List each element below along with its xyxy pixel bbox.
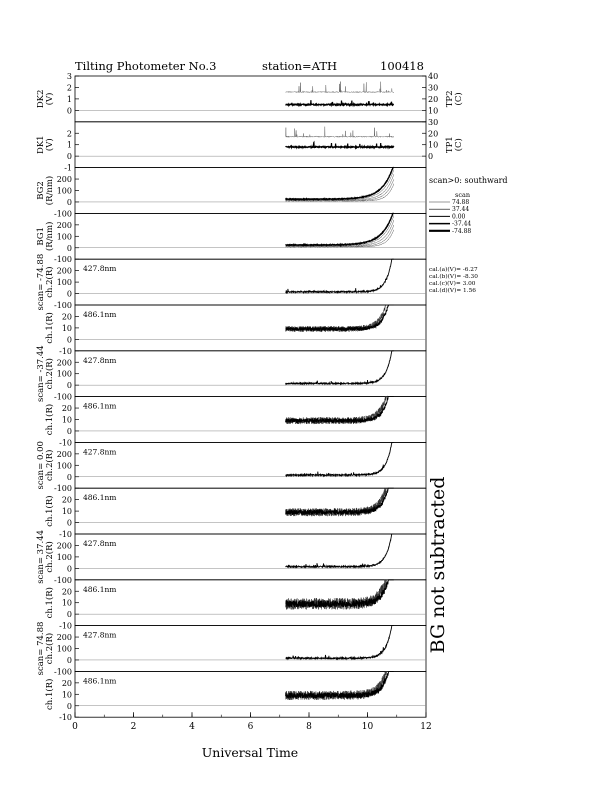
legend-entry: 37.44 xyxy=(452,206,470,214)
panel-frame xyxy=(75,351,426,397)
legend-entry: 0.00 xyxy=(452,213,466,221)
station-label: station=ATH xyxy=(262,59,338,73)
y-axis-label-secondary: (V) xyxy=(45,92,55,106)
panel-dk2 xyxy=(36,72,464,122)
y-axis-label-secondary: ch.2(R) xyxy=(45,449,55,481)
x-tick-label: 10 xyxy=(361,722,374,733)
y-tick-label: 200 xyxy=(56,220,72,230)
y-tick-label: 100 xyxy=(56,461,72,471)
panel-frame xyxy=(75,442,426,488)
y-axis-label-primary: scan= -37.44 xyxy=(36,345,46,403)
y-tick-label: 2 xyxy=(66,129,72,139)
y-tick-label: 1 xyxy=(66,94,72,104)
y-tick-label: 0 xyxy=(66,518,72,528)
dark-current-trace xyxy=(286,142,394,147)
calibration-block xyxy=(429,266,478,294)
date-label: 100418 xyxy=(380,59,424,73)
panel-s3c2 xyxy=(36,441,426,493)
y-tick-label: 1 xyxy=(66,140,72,150)
y-tick-label: 100 xyxy=(56,369,72,379)
right-axis-label-primary: TP2 xyxy=(445,90,455,108)
panel-s2c1 xyxy=(44,397,426,448)
y-axis-label-primary: DK1 xyxy=(36,135,46,154)
y-tick-label: -100 xyxy=(54,255,72,265)
panel-s5c1 xyxy=(44,671,426,722)
y-axis-label-secondary: ch.2(R) xyxy=(45,266,55,298)
right-tick-label: 10 xyxy=(428,106,439,116)
y-axis-label-secondary: (R/nm) xyxy=(45,175,55,206)
y-tick-label: 10 xyxy=(61,415,72,425)
ch2-trace xyxy=(286,442,394,475)
wavelength-label: 427.8nm xyxy=(83,447,117,457)
panel-frame xyxy=(75,168,426,214)
temperature-trace xyxy=(286,82,394,93)
y-tick-label: 100 xyxy=(56,232,72,242)
legend-entry: -37.44 xyxy=(452,220,472,228)
right-tick-label: 10 xyxy=(428,140,439,150)
y-axis-label-primary: scan= 0.00 xyxy=(36,441,46,490)
wavelength-label: 486.1nm xyxy=(83,401,117,411)
y-axis-label-secondary: ch.2(R) xyxy=(45,541,55,573)
y-tick-label: 200 xyxy=(56,541,72,551)
y-tick-label: 0 xyxy=(66,289,72,299)
y-axis-label-secondary: (R/nm) xyxy=(45,221,55,252)
ch2-trace xyxy=(286,351,394,384)
right-tick-label: 30 xyxy=(428,117,439,127)
panel-bg2 xyxy=(36,168,426,219)
panel-frame xyxy=(75,259,426,305)
x-tick-label: 0 xyxy=(72,722,78,733)
calibration-entry: cal.(a)(V)= -6.27 xyxy=(429,267,478,273)
y-tick-label: 3 xyxy=(66,72,72,81)
panel-frame xyxy=(75,534,426,580)
y-tick-label: 0 xyxy=(66,106,72,116)
right-tick-label: 30 xyxy=(428,83,439,93)
legend-title: scan xyxy=(455,191,471,199)
wavelength-label: 486.1nm xyxy=(83,676,117,686)
wavelength-label: 486.1nm xyxy=(83,310,117,319)
background-trace xyxy=(286,215,394,245)
right-tick-label: 0 xyxy=(428,152,434,162)
y-axis-label-primary: BG2 xyxy=(36,181,46,200)
right-tick-label: 40 xyxy=(428,72,439,81)
ch2-trace xyxy=(286,534,394,567)
background-trace xyxy=(286,220,394,246)
y-tick-label: -100 xyxy=(54,484,72,494)
legend-entry: 74.88 xyxy=(452,199,470,206)
y-axis-label-secondary: ch.1(R) xyxy=(45,312,55,344)
x-axis-label: Universal Time xyxy=(201,745,299,760)
right-axis-label-secondary: (C) xyxy=(454,138,464,152)
y-tick-label: -10 xyxy=(59,346,72,356)
y-tick-label: 20 xyxy=(61,678,72,688)
y-tick-label: 100 xyxy=(56,186,72,196)
panel-s3c1 xyxy=(44,488,426,539)
wavelength-label: 427.8nm xyxy=(83,539,117,548)
x-axis xyxy=(72,712,432,732)
y-tick-label: 10 xyxy=(61,323,72,333)
y-tick-label: 0 xyxy=(66,564,72,574)
y-tick-label: 0 xyxy=(66,243,72,253)
panel-dk1 xyxy=(36,118,464,173)
wavelength-label: 427.8nm xyxy=(83,355,117,365)
y-axis-label-primary: DK2 xyxy=(36,89,46,109)
y-tick-label: 0 xyxy=(66,335,72,345)
wavelength-label: 427.8nm xyxy=(83,264,117,274)
y-axis-label-secondary: ch.1(R) xyxy=(45,678,55,710)
wavelength-label: 486.1nm xyxy=(83,493,117,503)
y-tick-label: 0 xyxy=(66,701,72,711)
y-axis-label-primary: BG1 xyxy=(36,226,46,246)
y-axis-label-primary: scan= 37.44 xyxy=(36,529,46,584)
background-trace xyxy=(286,174,394,200)
legend-entry: -74.88 xyxy=(452,227,472,235)
y-axis-label-primary: scan= 74.88 xyxy=(36,621,46,676)
y-tick-label: 200 xyxy=(56,633,72,643)
right-tick-label: 20 xyxy=(428,94,439,104)
y-tick-label: 20 xyxy=(61,587,72,597)
panel-frame xyxy=(75,76,426,122)
right-axis-label-secondary: (C) xyxy=(454,92,464,106)
wavelength-label: 427.8nm xyxy=(83,630,117,640)
x-tick-label: 8 xyxy=(306,722,312,733)
y-tick-label: -10 xyxy=(59,621,72,631)
calibration-entry: cal.(c)(V)= 3.00 xyxy=(429,281,476,287)
y-tick-label: 10 xyxy=(61,690,72,700)
panel-s4c1 xyxy=(44,580,426,631)
background-trace xyxy=(286,213,394,245)
y-tick-label: 200 xyxy=(56,449,72,459)
y-axis-label-secondary: ch.1(R) xyxy=(45,403,55,436)
legend-heading: scan>0: southward xyxy=(429,176,508,185)
y-tick-label: -10 xyxy=(59,530,72,539)
y-tick-label: 20 xyxy=(61,495,72,505)
x-tick-label: 4 xyxy=(189,722,195,733)
y-axis-label-primary: scan= -74.88 xyxy=(36,253,46,311)
y-tick-label: 200 xyxy=(56,266,72,276)
panel-s4c2 xyxy=(36,530,426,585)
y-tick-label: 0 xyxy=(66,197,72,207)
ch1-trace xyxy=(286,305,394,331)
panel-bg1 xyxy=(36,213,426,264)
x-tick-label: 6 xyxy=(247,722,254,733)
ch2-trace xyxy=(286,626,394,659)
panel-s2c2 xyxy=(36,345,426,402)
background-trace xyxy=(286,168,394,200)
y-tick-label: 0 xyxy=(66,381,72,391)
y-axis-label-secondary: ch.1(R) xyxy=(45,587,55,619)
panel-frame xyxy=(75,213,426,259)
background-trace xyxy=(286,170,394,200)
y-tick-label: 200 xyxy=(56,175,72,185)
y-tick-label: 20 xyxy=(61,312,72,322)
panel-s5c2 xyxy=(36,622,426,677)
y-tick-label: 200 xyxy=(56,358,72,368)
y-tick-label: 0 xyxy=(66,655,72,665)
x-tick-label: 2 xyxy=(130,722,137,733)
y-tick-label: 0 xyxy=(66,610,72,620)
ch2-trace xyxy=(286,259,394,292)
y-tick-label: -100 xyxy=(54,209,72,219)
bg-not-subtracted-label: BG not subtracted xyxy=(427,476,449,654)
y-tick-label: 0 xyxy=(66,152,72,162)
y-tick-label: 0 xyxy=(66,426,72,436)
y-tick-label: 0 xyxy=(66,472,72,482)
y-axis-label-secondary: (V) xyxy=(45,138,55,152)
calibration-entry: cal.(d)(V)= 1.56 xyxy=(429,288,476,294)
panel-frame xyxy=(75,122,426,168)
y-axis-label-secondary: ch.2(R) xyxy=(45,632,55,665)
y-tick-label: 100 xyxy=(56,644,72,654)
y-tick-label: -10 xyxy=(59,438,72,448)
y-tick-label: 20 xyxy=(61,404,72,414)
legend xyxy=(429,176,508,235)
y-tick-label: -10 xyxy=(59,713,72,723)
panel-frame xyxy=(75,626,426,672)
wavelength-label: 486.1nm xyxy=(83,584,117,594)
dark-current-trace xyxy=(286,100,394,105)
y-axis-label-secondary: ch.1(R) xyxy=(45,495,55,527)
x-tick-label: 12 xyxy=(420,722,432,733)
y-tick-label: 100 xyxy=(56,278,72,288)
y-tick-label: 100 xyxy=(56,552,72,562)
y-axis-label-secondary: ch.2(R) xyxy=(45,358,55,390)
y-tick-label: 10 xyxy=(61,598,72,608)
panel-s1c2 xyxy=(36,254,426,311)
ch1-trace xyxy=(286,397,394,423)
y-tick-label: -100 xyxy=(54,392,72,402)
y-tick-label: 2 xyxy=(66,83,72,93)
y-tick-label: -100 xyxy=(54,667,72,677)
panel-s1c1 xyxy=(44,305,426,356)
y-tick-label: -100 xyxy=(54,575,72,585)
calibration-entry: cal.(b)(V)= -8.30 xyxy=(429,274,478,280)
y-tick-label: 10 xyxy=(61,507,72,517)
right-axis-label-primary: TP1 xyxy=(445,136,455,154)
y-tick-label: -1 xyxy=(64,163,72,173)
panels xyxy=(36,72,464,722)
y-tick-label: -100 xyxy=(54,301,72,310)
right-tick-label: 20 xyxy=(428,129,439,139)
figure-title: Tilting Photometer No.3 xyxy=(75,59,217,73)
temperature-trace xyxy=(286,127,394,138)
